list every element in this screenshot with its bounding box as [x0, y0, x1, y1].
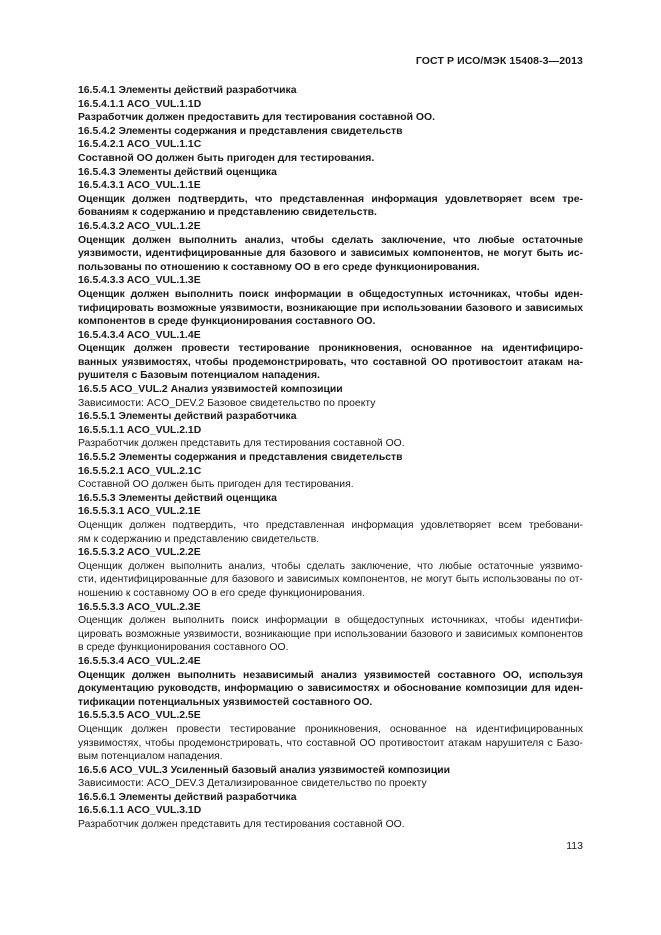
text-line: Оценщик должен выполнить независимый анализ уязвимостей составного ОО, используя: [78, 669, 583, 681]
text-line: 16.5.4.1.1 ACO_VUL.1.1D: [78, 98, 202, 110]
text-line: ям к содержанию и представлению свидетельств.: [78, 533, 320, 545]
text-line: компонентов в среде функционирования составного ОО.: [78, 316, 376, 328]
text-line: документацию руководств, информацию о зависимостях и обоснование композиции для иден-: [78, 683, 583, 695]
text-line: 16.5.5.1 Элементы действий разработчика: [78, 411, 297, 423]
text-line: 16.5.5.3.3 ACO_VUL.2.3E: [78, 601, 201, 613]
text-line: ношению к составному ОО в его среде функционирования.: [78, 587, 365, 599]
page-number: 113: [566, 840, 583, 852]
text-line: 16.5.5.3.1 ACO_VUL.2.1E: [78, 506, 201, 518]
text-line: 16.5.4.3.3 ACO_VUL.1.3E: [78, 275, 201, 287]
text-line: 16.5.4.2 Элементы содержания и представления свидетельств: [78, 125, 403, 137]
text-line: 16.5.6 ACO_VUL.3 Усиленный базовый анализ уязвимостей композиции: [78, 764, 450, 776]
text-line: тификации потенциальных уязвимостей составного ОО.: [78, 696, 373, 708]
text-line: Составной ОО должен быть пригоден для тестирования.: [78, 152, 375, 164]
text-line: Оценщик должен провести тестирование проникновения, основанное на идентифициро-: [78, 343, 583, 355]
text-line: 16.5.5.3.2 ACO_VUL.2.2E: [78, 547, 201, 559]
text-line: 16.5.6.1 Элементы действий разработчика: [78, 791, 297, 803]
text-line: Оценщик должен провести тестирование проникновения, основанное на идентифицированных: [78, 723, 583, 735]
text-line: 16.5.5.3 Элементы действий оценщика: [78, 492, 277, 504]
text-line: Оценщик должен подтвердить, что представленная информация удовлетворяет всем требовани-: [78, 520, 583, 531]
page-header: ГОСТ Р ИСО/МЭК 15408-3—2013: [415, 55, 583, 67]
text-line: Оценщик должен выполнить поиск информации в общедоступных источниках, чтобы идентифи-: [78, 615, 583, 627]
text-line: Оценщик должен выполнить анализ, чтобы сделать заключение, что любые остаточные уязвимо-: [78, 560, 583, 572]
text-line: пользованы по отношению к составному ОО в его среде функционирования.: [78, 261, 480, 273]
text-line: 16.5.5.2.1 ACO_VUL.2.1C: [78, 465, 202, 477]
text-line: уязвимостях, чтобы продемонстрировать, что составной ОО противостоит атакам нарушителя с Базо-: [78, 737, 583, 749]
text-line: Оценщик должен выполнить анализ, чтобы сделать заключение, что любые остаточные: [78, 234, 583, 246]
text-line: уязвимости, идентифицированные для базового и зависимых компонентов, не могут быть ис-: [78, 248, 583, 260]
text-line: Составной ОО должен быть пригоден для тестирования.: [78, 479, 354, 491]
text-line: сти, идентифицированные для базового и зависимых компонентов, не могут быть использованы по от-: [78, 574, 583, 586]
text-line: Оценщик должен подтвердить, что представленная информация удовлетворяет всем тре-: [78, 193, 583, 205]
text-line: 16.5.5.1.1 ACO_VUL.2.1D: [78, 424, 202, 436]
text-line: 16.5.4.3.1 ACO_VUL.1.1E: [78, 180, 201, 192]
text-line: 16.5.4.3.2 ACO_VUL.1.2E: [78, 220, 201, 232]
text-line: 16.5.5 ACO_VUL.2 Анализ уязвимостей композиции: [78, 384, 343, 396]
text-line: Разработчик должен предоставить для тестирования составной ОО.: [78, 112, 435, 124]
text-line: 16.5.6.1.1 ACO_VUL.3.1D: [78, 805, 202, 817]
text-line: тифицировать возможные уязвимости, возникающие при использовании базового и зависимых: [78, 302, 583, 314]
text-line: Оценщик должен выполнить поиск информации в общедоступных источниках, чтобы иден-: [78, 288, 583, 300]
text-line: 16.5.4.3 Элементы действий оценщика: [78, 166, 277, 178]
page-body: [78, 84, 583, 832]
text-line: вым потенциалом нападения.: [78, 751, 223, 763]
text-line: бованиям к содержанию и представлению свидетельств.: [78, 207, 377, 219]
text-line: 16.5.4.3.4 ACO_VUL.1.4E: [78, 329, 201, 341]
text-line: 16.5.4.1 Элементы действий разработчика: [78, 85, 297, 96]
text-line: 16.5.4.2.1 ACO_VUL.1.1C: [78, 139, 202, 151]
text-line: 16.5.5.3.4 ACO_VUL.2.4E: [78, 655, 201, 667]
text-line: Разработчик должен представить для тестирования составной ОО.: [78, 438, 405, 450]
text-line: Разработчик должен представить для тестирования составной ОО.: [78, 819, 405, 831]
text-line: цировать возможные уязвимости, возникающие при использовании базового и зависимых компонентов: [78, 628, 583, 640]
text-line: ванных уязвимостях, чтобы продемонстрировать, что составной ОО противостоит атакам на-: [78, 356, 583, 368]
text-line: 16.5.5.2 Элементы содержания и представления свидетельств: [78, 452, 403, 464]
text-line: рушителя с Базовым потенциалом нападения.: [78, 370, 320, 382]
text-line: Зависимости: ACO_DEV.3 Детализированное свидетельство по проекту: [78, 778, 427, 790]
text-line: 16.5.5.3.5 ACO_VUL.2.5E: [78, 710, 201, 722]
text-line: в среде функционирования составного ОО.: [78, 642, 289, 654]
text-line: Зависимости: ACO_DEV.2 Базовое свидетельство по проекту: [78, 397, 376, 409]
